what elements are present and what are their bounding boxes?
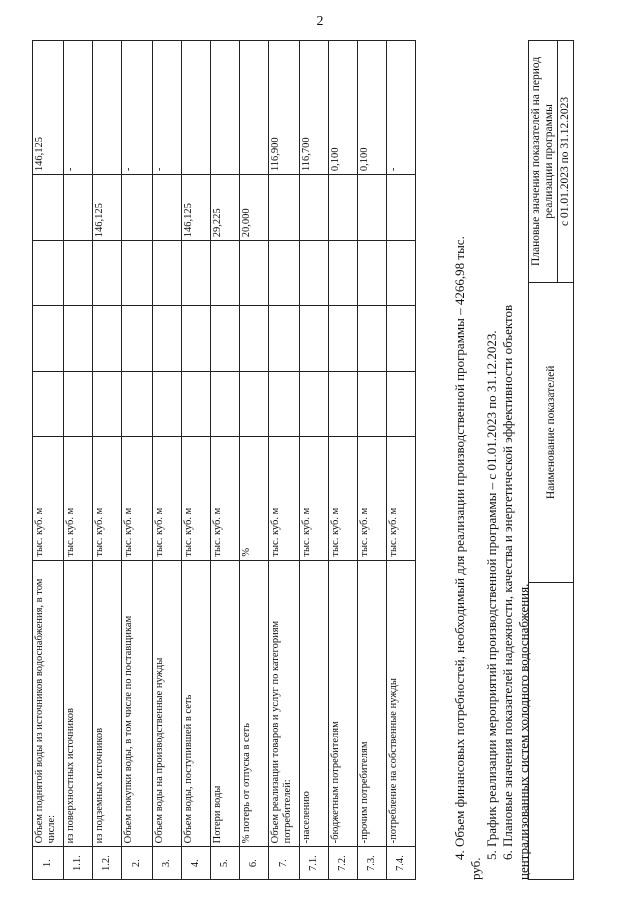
value-cell — [300, 175, 329, 241]
value-cell — [240, 241, 269, 306]
value-cell — [182, 241, 211, 306]
row-unit: тыс. куб. м — [211, 436, 240, 560]
table-row — [153, 41, 182, 880]
row-name: Объем воды, поступившей в сеть — [182, 560, 211, 847]
value-cell — [153, 371, 182, 436]
paragraph-6-line2: централизованных систем холодного водоснабжения. — [516, 583, 531, 880]
value-cell — [269, 175, 300, 241]
value-cell: - — [153, 41, 182, 175]
value-cell — [122, 371, 153, 436]
value-cell — [269, 241, 300, 306]
row-name: Объем реализации товаров и услуг по категориям потребителей: — [269, 560, 300, 847]
indicators-planned-header: Плановые значения показателей на период реализации программы — [529, 41, 558, 283]
value-cell — [93, 371, 122, 436]
value-cell — [211, 241, 240, 306]
value-cell — [211, 306, 240, 371]
value-cell — [122, 306, 153, 371]
table-row — [269, 41, 300, 880]
row-number: 4. — [182, 847, 211, 880]
value-cell: - — [387, 41, 416, 175]
row-name: -бюджетным потребителям — [329, 560, 358, 847]
value-cell — [329, 175, 358, 241]
table-row — [240, 41, 269, 880]
row-unit: тыс. куб. м — [64, 436, 93, 560]
row-number: 1. — [33, 847, 64, 880]
row-unit: тыс. куб. м — [387, 436, 416, 560]
row-name: Объем воды на производственные нужды — [153, 560, 182, 847]
table-row — [211, 41, 240, 880]
value-cell — [269, 371, 300, 436]
paragraph-6-line1: 6. Плановые значения показателей надежности, качества и энергетической эффективности объектов — [500, 304, 515, 860]
value-cell — [300, 241, 329, 306]
value-cell — [153, 175, 182, 241]
value-cell — [122, 175, 153, 241]
value-cell — [358, 175, 387, 241]
value-cell — [329, 241, 358, 306]
value-cell — [33, 175, 64, 241]
indicators-name-header: Наименование показателей — [529, 282, 574, 582]
row-unit: тыс. куб. м — [182, 436, 211, 560]
value-cell — [182, 306, 211, 371]
table-row — [64, 41, 93, 880]
program-paragraphs — [452, 40, 532, 880]
table-row — [33, 41, 64, 880]
row-number: 6. — [240, 847, 269, 880]
row-name: -прочим потребителям — [358, 560, 387, 847]
value-cell — [153, 241, 182, 306]
table-row — [182, 41, 211, 880]
paragraph-4-line2: руб. — [468, 857, 483, 880]
row-number: 1.1. — [64, 847, 93, 880]
row-name: Объем покупки воды, в том числе по поставщикам — [122, 560, 153, 847]
row-number: 5. — [211, 847, 240, 880]
row-unit: тыс. куб. м — [269, 436, 300, 560]
value-cell — [64, 175, 93, 241]
value-cell: 146,125 — [182, 175, 211, 241]
value-cell — [240, 41, 269, 175]
value-cell — [64, 241, 93, 306]
value-cell — [358, 371, 387, 436]
value-cell: 0,100 — [329, 41, 358, 175]
table-row — [300, 41, 329, 880]
row-name: % потерь от отпуска в сеть — [240, 560, 269, 847]
value-cell — [329, 306, 358, 371]
value-cell — [358, 306, 387, 371]
value-cell — [122, 241, 153, 306]
table-row — [329, 41, 358, 880]
value-cell — [269, 306, 300, 371]
value-cell: - — [122, 41, 153, 175]
value-cell — [329, 371, 358, 436]
row-unit: тыс. куб. м — [300, 436, 329, 560]
row-number: 2. — [122, 847, 153, 880]
production-program-table — [32, 40, 416, 880]
value-cell: 146,125 — [33, 41, 64, 175]
value-cell — [64, 371, 93, 436]
indicators-period: с 01.01.2023 по 31.12.2023 — [558, 41, 574, 283]
value-cell — [182, 41, 211, 175]
value-cell: 20,000 — [240, 175, 269, 241]
row-number: 7.3. — [358, 847, 387, 880]
value-cell — [211, 41, 240, 175]
value-cell — [300, 371, 329, 436]
row-unit: тыс. куб. м — [122, 436, 153, 560]
value-cell: 116,900 — [269, 41, 300, 175]
value-cell — [387, 175, 416, 241]
row-name: из подземных источников — [93, 560, 122, 847]
row-unit: тыс. куб. м — [93, 436, 122, 560]
table-row — [93, 41, 122, 880]
value-cell — [93, 306, 122, 371]
value-cell: 29,225 — [211, 175, 240, 241]
value-cell — [240, 371, 269, 436]
row-number: 3. — [153, 847, 182, 880]
value-cell — [300, 306, 329, 371]
indicators-table — [528, 40, 574, 880]
value-cell — [387, 306, 416, 371]
value-cell: 146,125 — [93, 175, 122, 241]
row-number: 7. — [269, 847, 300, 880]
value-cell — [358, 241, 387, 306]
row-unit: тыс. куб. м — [358, 436, 387, 560]
value-cell — [240, 306, 269, 371]
table-row — [358, 41, 387, 880]
row-unit: тыс. куб. м — [329, 436, 358, 560]
value-cell — [33, 371, 64, 436]
row-number: 1.2. — [93, 847, 122, 880]
value-cell — [93, 41, 122, 175]
table-row — [122, 41, 153, 880]
row-unit: тыс. куб. м — [33, 436, 64, 560]
value-cell — [211, 371, 240, 436]
row-number: 7.4. — [387, 847, 416, 880]
indicators-blank-cell — [529, 582, 574, 879]
row-name: из поверхностных источников — [64, 560, 93, 847]
paragraph-4-line1: 4. Объем финансовых потребностей, необходимый для реализации производственной программы – 4266,98 тыс. — [452, 236, 467, 860]
row-unit: тыс. куб. м — [153, 436, 182, 560]
value-cell: 116,700 — [300, 41, 329, 175]
row-name: Потери воды — [211, 560, 240, 847]
value-cell — [64, 306, 93, 371]
page-number: 2 — [316, 14, 324, 29]
row-name: -населению — [300, 560, 329, 847]
row-number: 7.2. — [329, 847, 358, 880]
value-cell — [33, 241, 64, 306]
value-cell — [182, 371, 211, 436]
value-cell: - — [64, 41, 93, 175]
row-unit: % — [240, 436, 269, 560]
value-cell — [387, 241, 416, 306]
table-row — [387, 41, 416, 880]
value-cell: 0,100 — [358, 41, 387, 175]
paragraph-5: 5. График реализации мероприятий производственной программы – с 01.01.2023 по 31.12.2023. — [484, 330, 499, 860]
row-name: Объем поднятой воды из источников водоснабжения, в том числе: — [33, 560, 64, 847]
value-cell — [387, 371, 416, 436]
rotated-sheet — [20, 20, 620, 880]
value-cell — [153, 306, 182, 371]
row-name: -потребление на собственные нужды — [387, 560, 416, 847]
row-number: 7.1. — [300, 847, 329, 880]
value-cell — [33, 306, 64, 371]
value-cell — [93, 241, 122, 306]
